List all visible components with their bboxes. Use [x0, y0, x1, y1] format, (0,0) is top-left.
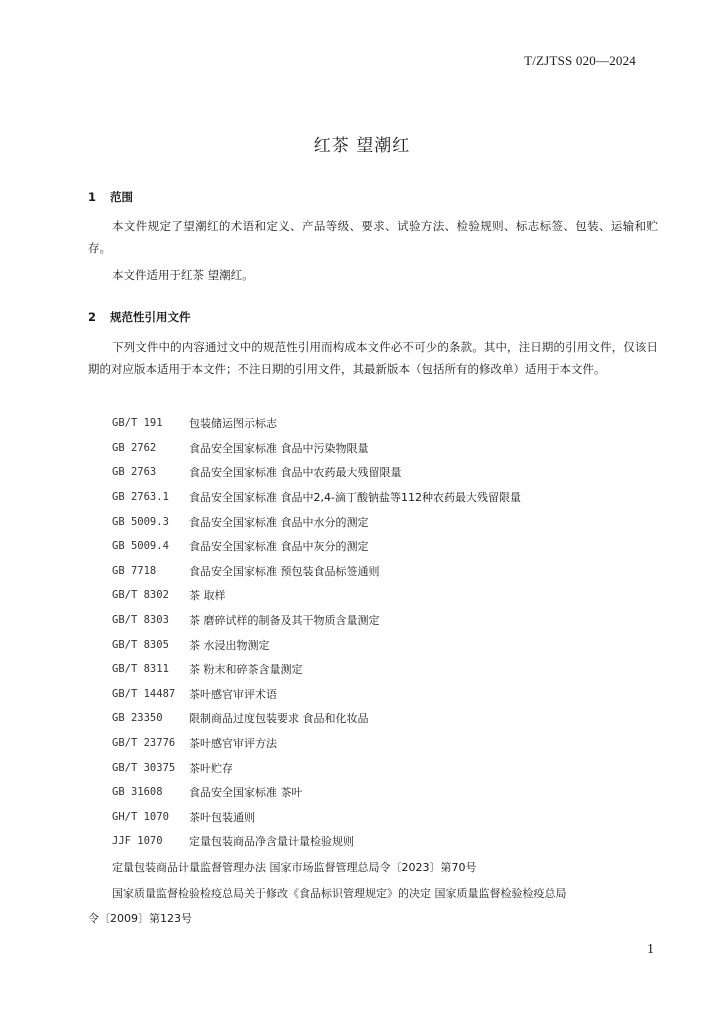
reference-item [112, 805, 672, 830]
section-heading-normative-references [88, 309, 191, 325]
reference-name: 食品安全国家标准 食品中灰分的测定 [189, 540, 369, 554]
reference-item [112, 829, 672, 854]
reference-name: 茶 水浸出物测定 [189, 638, 270, 652]
reference-name: 食品安全国家标准 食品中2,4-滴丁酸钠盐等112种农药最大残留限量 [189, 491, 521, 505]
reference-code: GB/T 8305 [112, 638, 169, 651]
reference-name: 茶叶包装通则 [189, 810, 255, 824]
reference-name: 食品安全国家标准 食品中水分的测定 [189, 515, 369, 529]
reference-code: GB 2763.1 [112, 491, 169, 504]
reference-name: 食品安全国家标准 食品中污染物限量 [189, 441, 369, 455]
reference-code: GB/T 8302 [112, 589, 169, 602]
reference-name: 茶叶感官审评方法 [189, 737, 277, 751]
reference-name: 食品安全国家标准 茶叶 [189, 786, 303, 800]
reference-item [112, 411, 672, 436]
reference-code: GB 7718 [112, 564, 157, 577]
reference-name: 茶叶贮存 [189, 761, 233, 775]
reference-item [112, 657, 672, 682]
page-number: 1 [647, 942, 654, 957]
reference-name: 茶叶感官审评术语 [189, 687, 277, 701]
header-standard-code: T/ZJTSS 020—2024 [524, 53, 636, 68]
reference-name: 食品安全国家标准 预包装食品标签通则 [189, 564, 380, 578]
reference-item [112, 780, 672, 805]
reference-code: GB/T 8311 [112, 663, 169, 676]
reference-name: 茶 磨碎试样的制备及其干物质含量测定 [189, 614, 380, 628]
reference-list [112, 411, 672, 854]
reference-item [112, 706, 672, 731]
section-title: 规范性引用文件 [110, 310, 191, 324]
reference-item [112, 755, 672, 780]
reference-item [112, 682, 672, 707]
reference-code: GB/T 191 [112, 417, 163, 430]
section-number: 1 [88, 190, 97, 204]
regulation-line-2: 国家质量监督检验检疫总局关于修改《食品标识管理规定》的决定 国家质量监督检验检疫总局 [112, 887, 567, 900]
section-title: 范围 [110, 190, 134, 204]
reference-item [112, 485, 672, 510]
reference-name: 定量包装商品净含量计量检验规则 [189, 835, 354, 849]
reference-item [112, 509, 672, 534]
reference-code: GB 31608 [112, 786, 163, 799]
reference-item [112, 731, 672, 756]
reference-name: 茶 取样 [189, 589, 226, 603]
reference-code: GB/T 14487 [112, 687, 176, 700]
reference-code: GB/T 23776 [112, 737, 176, 750]
regulation-line-3: 令〔2009〕第123号 [88, 912, 192, 925]
reference-item [112, 632, 672, 657]
reference-code: GB 5009.4 [112, 540, 169, 553]
reference-name: 茶 粉末和碎茶含量测定 [189, 663, 303, 677]
regulation-line-1: 定量包装商品计量监督管理办法 国家市场监督管理总局令〔2023〕第70号 [112, 861, 477, 874]
reference-name: 食品安全国家标准 食品中农药最大残留限量 [189, 466, 402, 480]
scope-paragraph-2 [88, 264, 658, 286]
section-heading-scope [88, 189, 133, 205]
references-intro-paragraph [88, 336, 658, 380]
reference-item [112, 534, 672, 559]
paragraph-text: 下列文件中的内容通过文中的规范性引用而构成本文件必不可少的条款。其中，注日期的引用文件，仅该日期的对应版本适用于本文件；不注日期的引用文件，其最新版本（包括所有的修改单）适用于本文件。 [88, 340, 658, 376]
reference-code: GB 2763 [112, 466, 157, 479]
reference-code: GB/T 8303 [112, 614, 169, 627]
section-number: 2 [88, 310, 97, 324]
reference-code: GB 5009.3 [112, 515, 169, 528]
document-title: 红茶 望潮红 [313, 136, 411, 156]
reference-item [112, 559, 672, 584]
paragraph-text: 本文件规定了望潮红的术语和定义、产品等级、要求、试验方法、检验规则、标志标签、包装、运输和贮存。 [88, 219, 658, 255]
paragraph-text: 本文件适用于红茶 望潮红。 [112, 268, 254, 282]
reference-item [112, 436, 672, 461]
reference-code: GB/T 30375 [112, 761, 176, 774]
reference-code: JJF 1070 [112, 835, 163, 848]
reference-code: GB 2762 [112, 441, 157, 454]
reference-name: 包装储运图示标志 [189, 417, 277, 431]
reference-item [112, 608, 672, 633]
reference-code: GH/T 1070 [112, 810, 169, 823]
reference-item [112, 460, 672, 485]
reference-item [112, 583, 672, 608]
reference-name: 限制商品过度包装要求 食品和化妆品 [189, 712, 369, 726]
scope-paragraph-1 [88, 215, 658, 259]
reference-code: GB 23350 [112, 712, 163, 725]
